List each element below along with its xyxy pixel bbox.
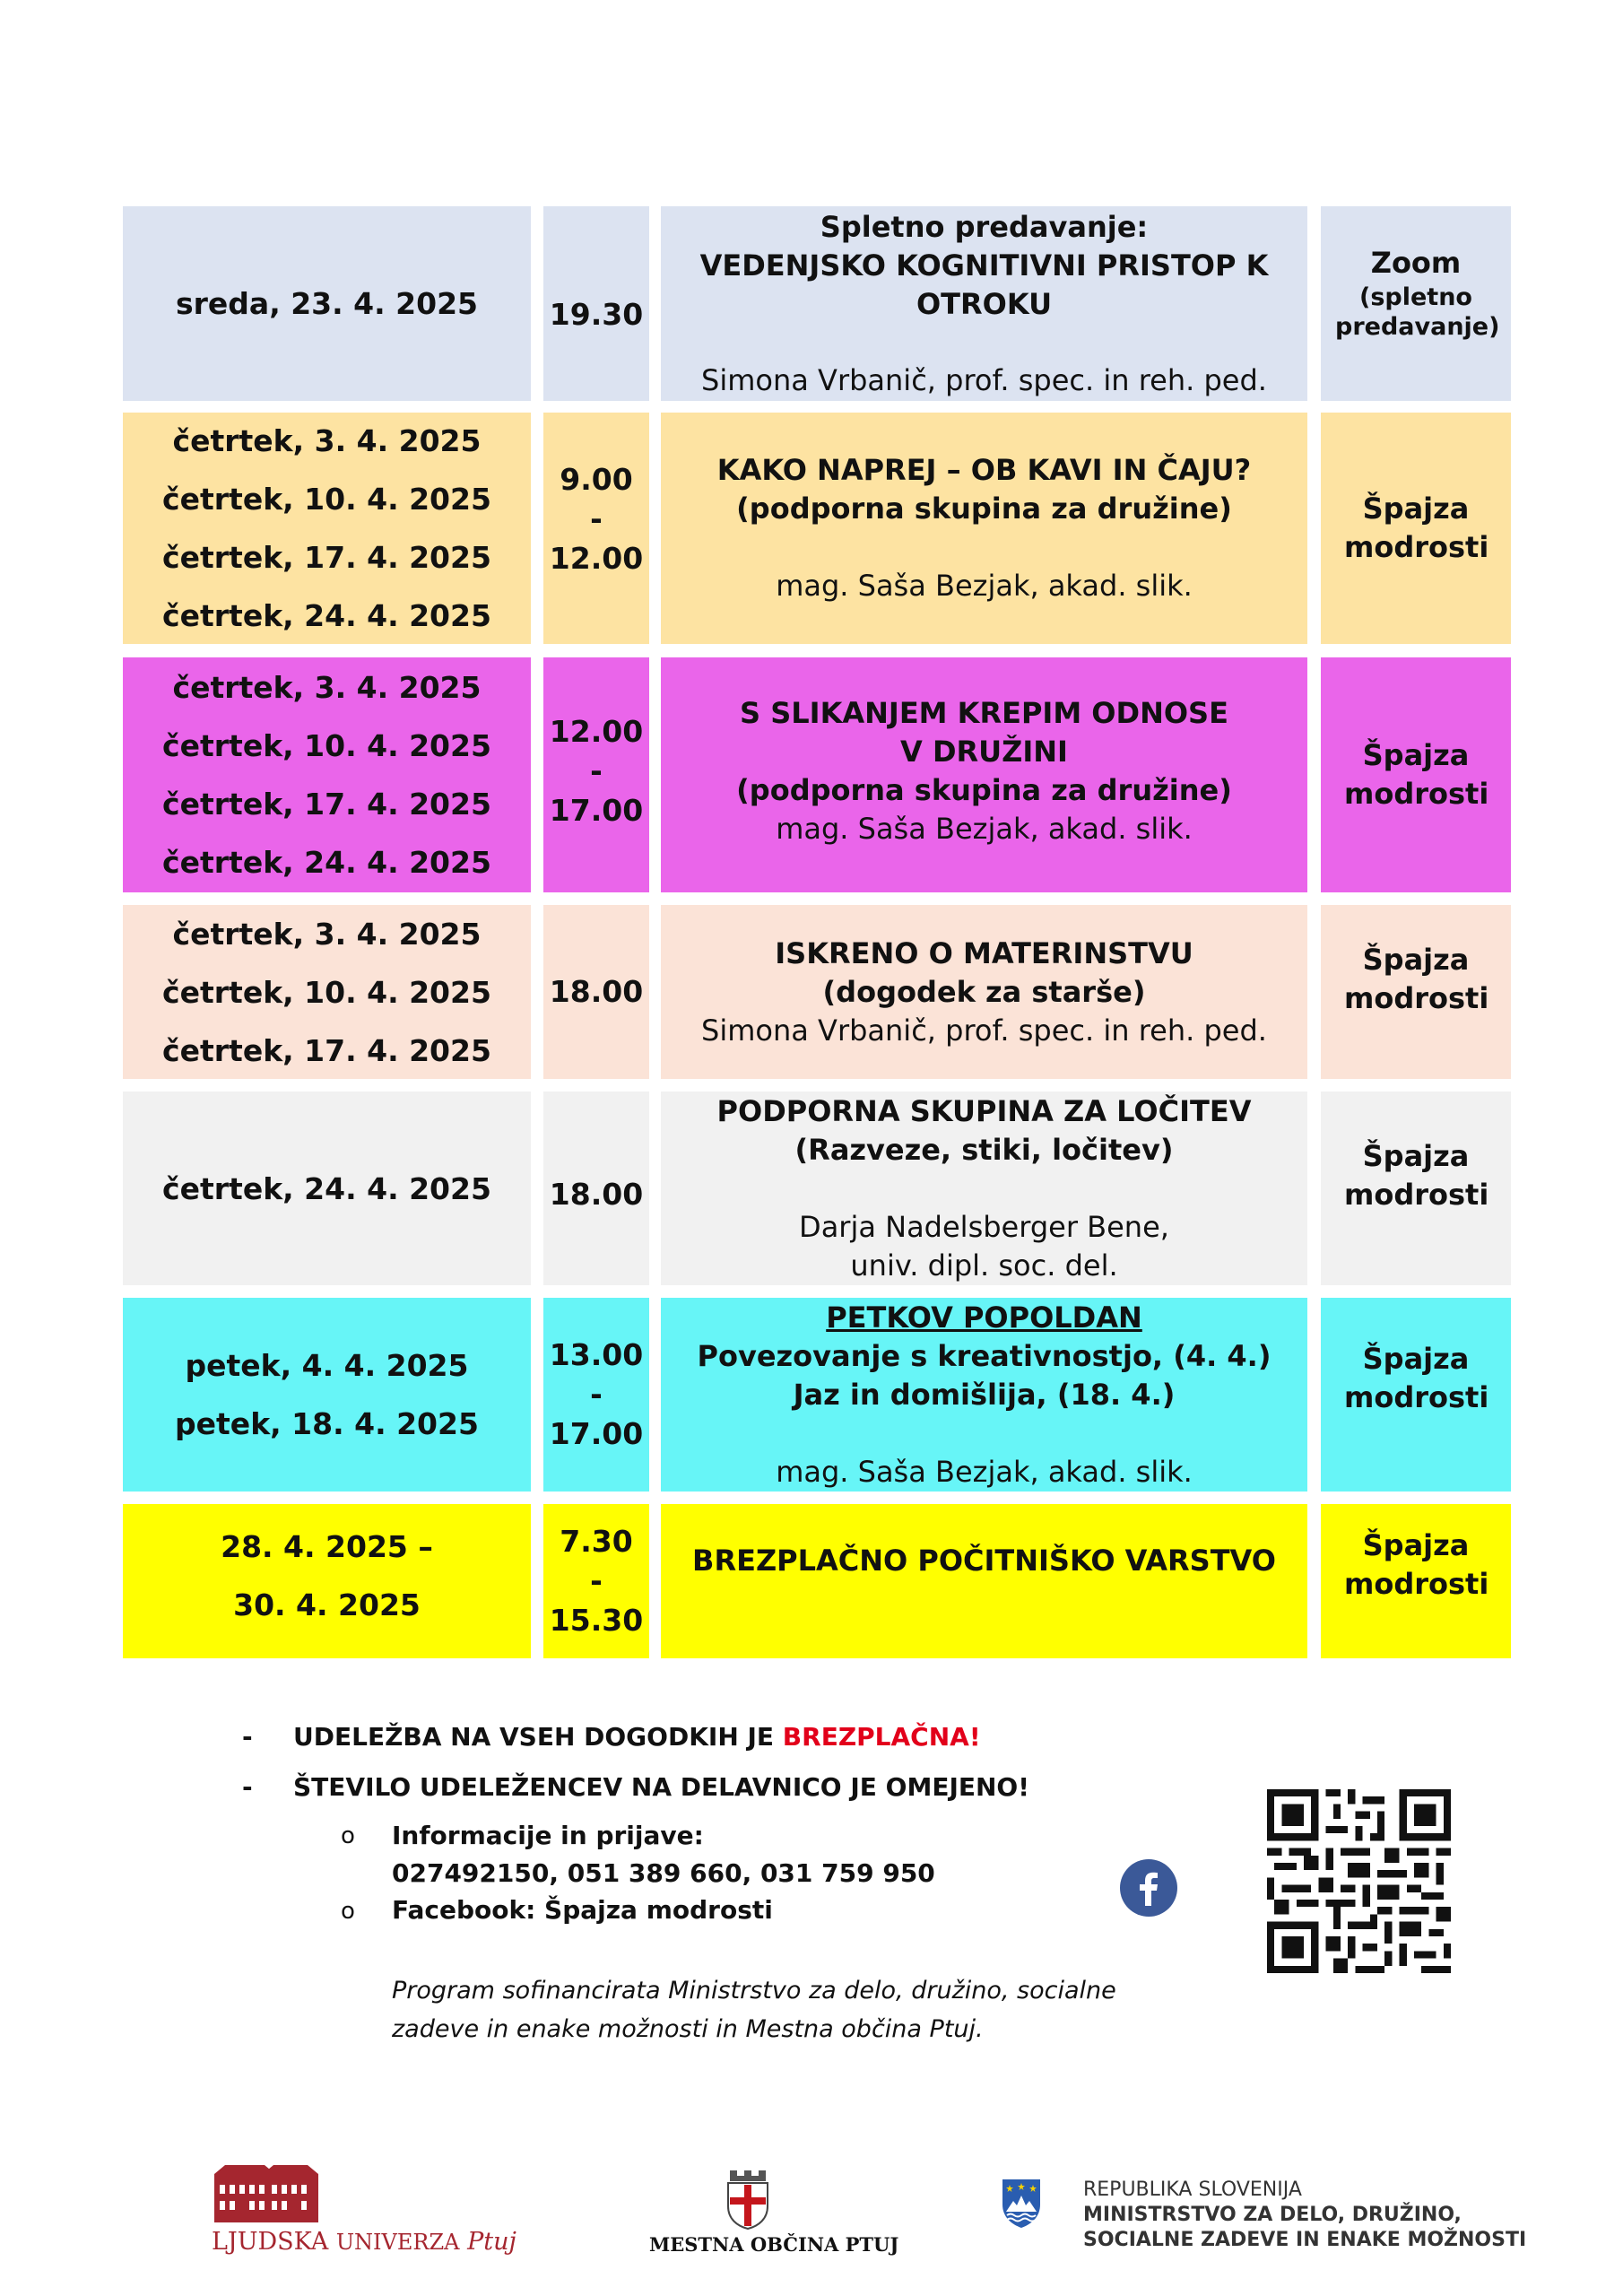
location-cell [1321, 206, 1511, 401]
date-text: četrtek, 17. 4. 2025 [162, 1032, 491, 1068]
event-cell [661, 413, 1307, 644]
time-text: - [590, 501, 603, 536]
date-text: četrtek, 3. 4. 2025 [172, 916, 482, 952]
location-text: Špajza modrosti [1344, 1342, 1489, 1414]
ptuj-coat-of-arms [723, 2170, 773, 2230]
event-subtitle: (podporna skupina za družine) [736, 773, 1232, 807]
event-cell [661, 1504, 1307, 1658]
location-text: Špajza modrosti [1344, 738, 1489, 811]
date-text: četrtek, 17. 4. 2025 [162, 787, 491, 822]
event-presenter: Darja Nadelsberger Bene, univ. dipl. soc. del. [799, 1209, 1169, 1283]
ljudska-univerza-logo [213, 2163, 320, 2222]
slovenia-coat-of-arms [1001, 2178, 1042, 2230]
event-title: OTROKU [916, 287, 1053, 321]
date-text: petek, 18. 4. 2025 [175, 1406, 479, 1441]
facebook-icon[interactable] [1119, 1858, 1178, 1918]
location-text: Zoom [1370, 246, 1462, 280]
dates-cell [123, 413, 531, 644]
location-text: Špajza modrosti [1344, 1139, 1489, 1212]
time-text: 12.00 [549, 714, 644, 749]
time-text: 18.00 [549, 1177, 644, 1212]
location-cell [1321, 413, 1511, 644]
date-text: sreda, 23. 4. 2025 [176, 286, 478, 321]
bullet-circle: o [341, 1898, 355, 1925]
event-subtitle: (podporna skupina za družine) [736, 491, 1232, 526]
location-cell [1321, 657, 1511, 892]
event-title: VEDENJSKO KOGNITIVNI PRISTOP K [699, 248, 1269, 283]
date-text: četrtek, 24. 4. 2025 [162, 845, 491, 880]
time-text: 15.30 [549, 1603, 644, 1638]
event-presenter: mag. Saša Bezjak, akad. slik. [776, 1454, 1193, 1489]
time-text: 12.00 [549, 541, 644, 576]
time-text: 17.00 [549, 1416, 644, 1451]
location-cell [1321, 1298, 1511, 1492]
date-text: četrtek, 3. 4. 2025 [172, 670, 482, 705]
event-cell [661, 1298, 1307, 1492]
time-cell [543, 206, 649, 401]
time-text: 7.30 [560, 1524, 633, 1559]
time-cell [543, 413, 649, 644]
time-text: 9.00 [560, 462, 633, 497]
dates-cell [123, 1091, 531, 1285]
info-label: Informacije in prijave: [392, 1821, 704, 1850]
dates-cell [123, 1298, 531, 1492]
time-cell [543, 657, 649, 892]
date-text: četrtek, 3. 4. 2025 [172, 423, 482, 458]
event-cell [661, 1091, 1307, 1285]
location-text: Špajza modrosti [1344, 943, 1489, 1015]
time-cell [543, 1504, 649, 1658]
time-text: 18.00 [549, 974, 644, 1009]
time-cell [543, 905, 649, 1079]
event-title: PODPORNA SKUPINA ZA LOČITEV [716, 1093, 1252, 1128]
date-text: petek, 4. 4. 2025 [185, 1348, 469, 1383]
phone-numbers: 027492150, 051 389 660, 031 759 950 [392, 1858, 935, 1888]
event-subtitle: (Razveze, stiki, ločitev) [794, 1132, 1174, 1167]
time-cell [543, 1091, 649, 1285]
event-title: ISKRENO O MATERINSTVU [775, 935, 1193, 970]
funding-note: Program sofinancirata Ministrstvo za delo, družino, socialne zadeve in enake možnosti in Mestna občina Ptuj. [392, 1977, 1116, 2043]
time-text: - [590, 1377, 603, 1412]
date-text: četrtek, 24. 4. 2025 [162, 1170, 491, 1206]
event-subtitle: (dogodek za starše) [822, 974, 1146, 1009]
location-text: Špajza modrosti [1344, 491, 1489, 564]
dates-cell [123, 206, 531, 401]
dates-cell [123, 1504, 531, 1658]
free-highlight: BREZPLAČNA! [782, 1722, 981, 1752]
date-text: četrtek, 10. 4. 2025 [162, 482, 491, 517]
date-text: četrtek, 10. 4. 2025 [162, 728, 491, 763]
mestna-obcina-ptuj-name: MESTNA OBČINA PTUJ [649, 2233, 899, 2256]
date-text: 30. 4. 2025 [233, 1587, 421, 1622]
event-title: S SLIKANJEM KREPIM ODNOSE [740, 696, 1228, 730]
event-presenter: Simona Vrbanič, prof. spec. in reh. ped. [701, 1013, 1267, 1048]
event-cell [661, 905, 1307, 1079]
location-cell [1321, 1504, 1511, 1658]
event-presenter: mag. Saša Bezjak, akad. slik. [776, 812, 1193, 846]
date-text: četrtek, 17. 4. 2025 [162, 540, 491, 575]
event-title: KAKO NAPREJ – OB KAVI IN ČAJU? [716, 453, 1252, 487]
time-text: - [590, 753, 603, 788]
dates-cell [123, 905, 531, 1079]
ljudska-univerza-name: LJUDSKA UNIVERZA Ptuj [212, 2228, 516, 2256]
event-cell [661, 657, 1307, 892]
facebook-link[interactable]: Facebook: Špajza modrosti [392, 1895, 773, 1925]
time-cell [543, 1298, 649, 1492]
event-subtitle: Povezovanje s kreativnostjo, (4. 4.) [697, 1338, 1271, 1373]
event-cell [661, 206, 1307, 401]
event-title: PETKOV POPOLDAN [826, 1300, 1142, 1335]
event-title: V DRUŽINI [900, 735, 1068, 769]
time-text: 13.00 [549, 1337, 644, 1372]
time-text: 19.30 [549, 296, 644, 332]
event-subtitle: Jaz in domišlija, (18. 4.) [793, 1377, 1176, 1412]
qr-code[interactable] [1267, 1789, 1451, 1973]
date-text: četrtek, 10. 4. 2025 [162, 974, 491, 1010]
location-cell [1321, 1091, 1511, 1285]
date-text: četrtek, 24. 4. 2025 [162, 598, 491, 633]
time-text: 17.00 [549, 793, 644, 828]
location-text: Špajza modrosti [1344, 1528, 1489, 1601]
event-title: BREZPLAČNO POČITNIŠKO VARSTVO [692, 1544, 1276, 1578]
location-subtext: (spletno predavanje) [1335, 283, 1500, 341]
event-presenter: mag. Saša Bezjak, akad. slik. [776, 569, 1193, 603]
event-subtitle: Spletno predavanje: [820, 210, 1149, 244]
ministry-name: REPUBLIKA SLOVENIJA MINISTRSTVO ZA DELO, DRUŽINO, SOCIALNE ZADEVE IN ENAKE MOŽNOSTI [1083, 2179, 1527, 2251]
dates-cell [123, 657, 531, 892]
bullet-circle: o [341, 1822, 355, 1849]
location-cell [1321, 905, 1511, 1079]
event-presenter: Simona Vrbanič, prof. spec. in reh. ped. [701, 363, 1267, 397]
date-text: 28. 4. 2025 – [221, 1529, 433, 1564]
time-text: - [590, 1563, 603, 1598]
